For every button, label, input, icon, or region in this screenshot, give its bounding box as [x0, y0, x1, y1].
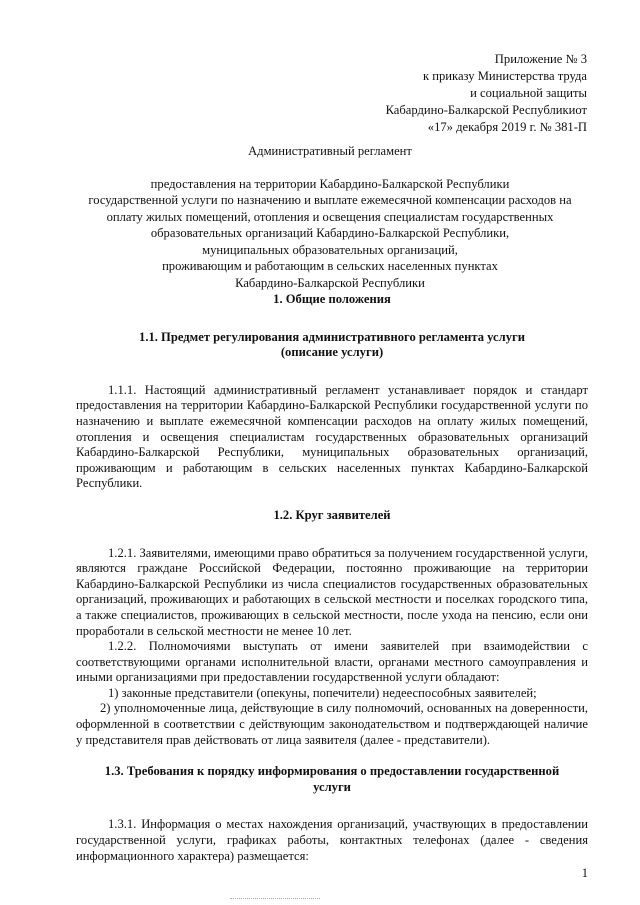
appendix-line: к приказу Министерства труда	[422, 69, 587, 83]
paragraph: 1.1.1. Настоящий административный регламент устанавливает порядок и стандарт предоставления на территории Кабардино-Балкарской Республики государственной услуги по назначению и выплате ежемесячной компенсации расходов на оплату жилых помещений, отопления и освещения специалистам государственных образовательных организаций Кабардино-Балкарской Республики, муниципальных образовательных организаций, проживающим и работающим в сельских населенных пунктах Кабардино-Балкарской Республики.	[76, 382, 588, 491]
title-line: предоставления на территории Кабардино-Балкарской Республики	[150, 176, 510, 191]
list-item: 1) законные представители (опекуны, попечители) недееспособных заявителей;	[108, 685, 537, 700]
subsection-heading: 1.2. Круг заявителей	[273, 507, 391, 522]
title-line: Кабардино-Балкарской Республики	[235, 275, 425, 290]
subsection-heading-line: 1.3. Требования к порядку информирования о предоставлении государственной	[104, 764, 560, 779]
title-line: государственной услуги по назначению и выплате ежемесячной компенсации расходов на	[88, 193, 572, 207]
paragraph: 1.3.1. Информация о местах нахождения организаций, участвующих в предоставлении государственной услуги, графиках работы, контактных телефонах (далее - сведения информационного характера) размещается:	[76, 817, 588, 863]
subsection-heading-line: (описание услуги)	[280, 345, 384, 360]
title-line: муниципальных образовательных организаций,	[202, 242, 458, 257]
list-item: 2) уполномоченные лица, действующие в силу полномочий, основанных на доверенности, оформленной в соответствии с действующим законодательством и подтверждающей наличие у представителя прав действовать от лица заявителя (далее - представители).	[76, 701, 588, 747]
subsection-heading-line: услуги	[313, 779, 351, 794]
subsection-heading	[76, 764, 588, 795]
document-body	[76, 292, 588, 864]
appendix-line: «17» декабря 2019 г. № 381-П	[427, 120, 587, 134]
paragraph: 1.2.2. Полномочиями выступать от имени заявителей при взаимодействии с соответствующими органами исполнительной власти, органами местного самоуправления и иными организациями при предоставлении государственной услуги обладают:	[76, 639, 588, 685]
document-title	[40, 143, 620, 291]
appendix-header	[327, 51, 587, 136]
title-line: оплату жилых помещений, отопления и освещения специалистам государственных	[106, 209, 554, 224]
appendix-line: и социальной защиты	[470, 86, 587, 100]
subsection-heading-line: 1.1. Предмет регулирования административного регламента услуги	[139, 329, 525, 344]
subsection-heading	[76, 330, 588, 361]
title-line: проживающим и работающим в сельских населенных пунктах	[162, 259, 498, 273]
page-number: 1	[581, 866, 588, 880]
appendix-line: Кабардино-Балкарской Республикиот	[385, 103, 587, 117]
section-heading: 1. Общие положения	[273, 292, 391, 306]
title-line: Административный регламент	[248, 144, 412, 158]
scan-edge-mark	[230, 898, 320, 899]
title-line: образовательных организаций Кабардино-Балкарской Республики,	[150, 226, 510, 240]
paragraph: 1.2.1. Заявителями, имеющими право обратиться за получением государственной услуги, являются граждане Российской Федерации, постоянно проживающие на территории Кабардино-Балкарской Республики из числа специалистов государственных образовательных организаций, проживающих и работающих в сельской местности и поселках городского типа, а также специалистов, проживающих в сельской местности, после ухода на пенсию, если они проработали в сельской местности не менее 10 лет.	[76, 545, 588, 638]
appendix-line: Приложение № 3	[494, 52, 587, 66]
